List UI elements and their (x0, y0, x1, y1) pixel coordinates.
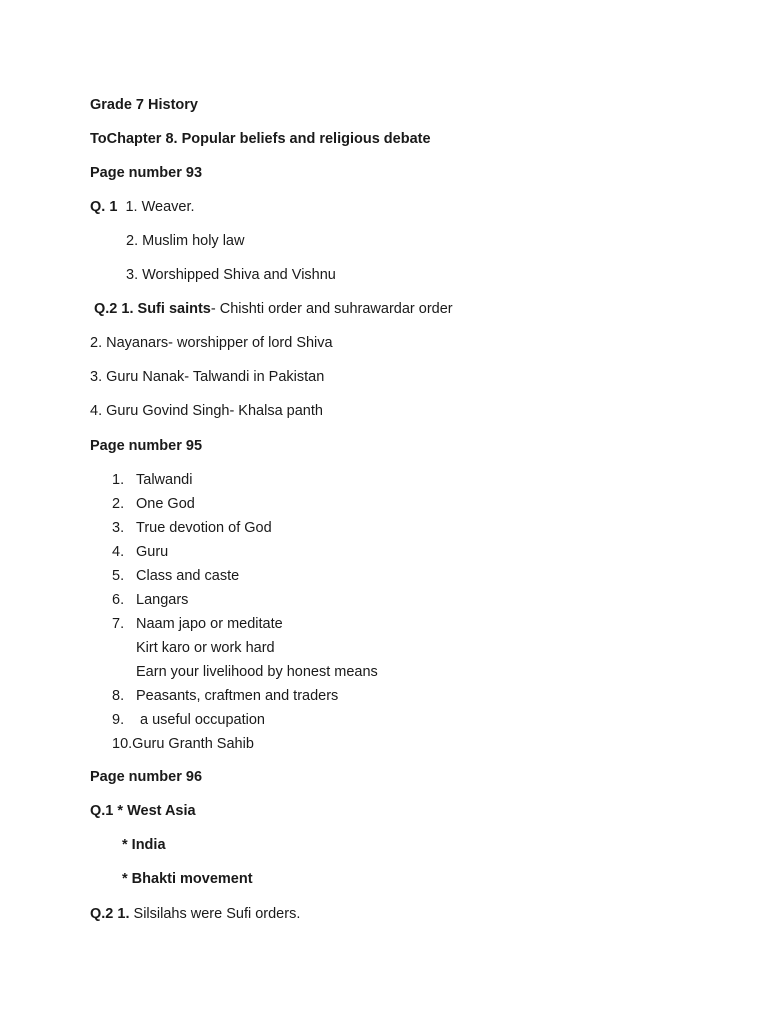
list-item (112, 543, 168, 561)
q1-answer-1 (90, 198, 195, 216)
list-text: Guru Granth Sahib (132, 736, 254, 752)
chapter-title: ToChapter 8. Popular beliefs and religious debate (90, 131, 431, 147)
q1-item: * West Asia (117, 803, 196, 819)
q1-item: * India (122, 837, 166, 853)
page-title: Grade 7 History (90, 97, 198, 113)
list-number: 7. (112, 616, 125, 632)
q2-label: Q.2 1. (90, 906, 130, 922)
list-number: 9. (112, 712, 125, 728)
q2-text: Silsilahs were Sufi orders. (133, 906, 301, 922)
list-text: True devotion of God (136, 520, 272, 536)
list-text: Kirt karo or work hard (136, 640, 275, 656)
list-item (112, 687, 338, 705)
list-text: Class and caste (136, 568, 240, 584)
list-number: 2. (112, 496, 125, 512)
section-heading-93: Page number 93 (90, 165, 203, 181)
list-text: Guru (136, 544, 169, 560)
q1-item: 3. Worshipped Shiva and Vishnu (126, 267, 336, 283)
list-number: 5. (112, 568, 125, 584)
list-item (112, 567, 239, 585)
q2-first-term: 1. Sufi saints (121, 301, 211, 317)
list-item (112, 711, 265, 729)
list-item (112, 663, 378, 681)
q2-item: 3. Guru Nanak- Talwandi in Pakistan (90, 369, 325, 385)
list-item (112, 735, 254, 753)
list-number: 8. (112, 688, 125, 704)
list-text: Naam japo or meditate (136, 616, 283, 632)
q1-item: 1. Weaver. (125, 199, 195, 215)
q1-item: 2. Muslim holy law (126, 233, 245, 249)
q2-answer-1 (94, 300, 453, 318)
list-number: 1. (112, 472, 125, 488)
q2-answer-96 (90, 905, 300, 923)
list-text: Earn your livelihood by honest means (136, 664, 378, 680)
q2-label: Q.2 (94, 301, 118, 317)
list-number: 4. (112, 544, 125, 560)
list-item (112, 519, 272, 537)
q2-item: 2. Nayanars- worshipper of lord Shiva (90, 335, 333, 351)
list-item (112, 639, 275, 657)
list-item (112, 495, 195, 513)
list-item (112, 591, 188, 609)
q1-label: Q. 1 (90, 199, 118, 215)
list-number: 10. (112, 736, 133, 752)
list-text: Talwandi (136, 472, 193, 488)
q2-first-definition: - Chishti order and suhrawardar order (210, 301, 453, 317)
list-text: a useful occupation (136, 712, 265, 728)
q1-label: Q.1 (90, 803, 114, 819)
list-item (112, 615, 283, 633)
list-text: Langars (136, 592, 189, 608)
list-text: Peasants, craftmen and traders (136, 688, 339, 704)
section-heading-96: Page number 96 (90, 769, 203, 785)
list-number: 6. (112, 592, 125, 608)
q1-answer-96 (90, 802, 196, 820)
section-heading-95: Page number 95 (90, 438, 203, 454)
q1-item: * Bhakti movement (122, 871, 253, 887)
list-text: One God (136, 496, 195, 512)
list-item (112, 471, 192, 489)
list-number: 3. (112, 520, 125, 536)
q2-item: 4. Guru Govind Singh- Khalsa panth (90, 403, 323, 419)
